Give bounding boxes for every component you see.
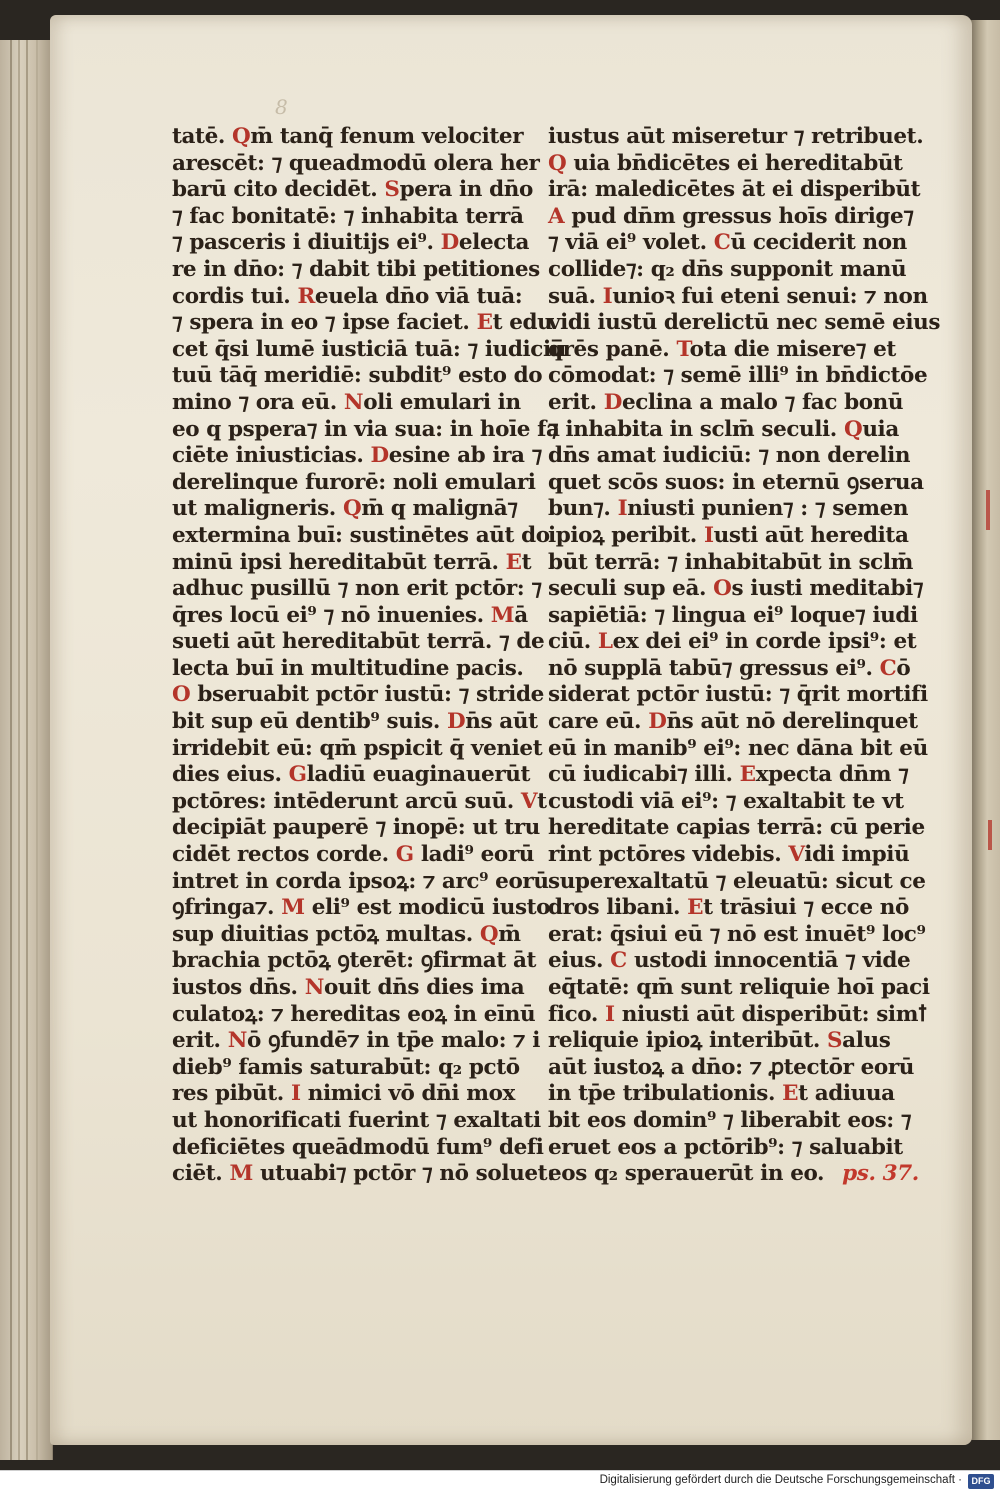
text-segment: irridebit eū: qm̄ pspicit q̄ veniet [172, 735, 543, 761]
text-segment: t trāsiui ⁊ ecce nō [703, 895, 909, 921]
text-line [172, 150, 540, 178]
rubricated-initial: T [676, 336, 690, 362]
text-segment: eruet eos a pctōrib⁹: ⁊ saluabit [548, 1134, 903, 1160]
text-segment: culatoꝝ: ⁊ hereditas eoꝝ in eīnū [172, 1001, 536, 1027]
rubricated-initial: Q [232, 124, 251, 149]
text-line [548, 576, 924, 603]
text-line [172, 629, 545, 656]
text-segment: eq̄tatē: qm̄ sunt reliquie hoī paci [548, 975, 930, 1000]
text-segment: niusti punien⁊ : ⁊ semen [627, 496, 909, 522]
text-segment: barū cito decidēt. [172, 177, 385, 203]
text-line [172, 1107, 541, 1135]
text-line [548, 868, 926, 896]
text-segment: ladiū euaginauerūt [306, 762, 531, 788]
text-segment: m̄ [498, 921, 521, 947]
text-segment: reliquie ipioꝝ interibūt. [548, 1028, 828, 1054]
rubricated-initial: N [227, 1028, 247, 1054]
text-segment: ex dei ei⁹ in corde ipsi⁹: et [612, 629, 917, 655]
text-segment: m̄ tanq̄ fenum velociter [250, 124, 524, 149]
text-line [548, 762, 909, 789]
rubricated-initial: S [827, 1028, 843, 1054]
text-segment: xpecta dn̄m ⁊ [755, 762, 909, 788]
rubricated-initial: G [288, 762, 307, 788]
text-segment: n̄s aūt [465, 709, 538, 735]
text-segment: res pibūt. [172, 1081, 291, 1107]
text-segment: irā: maledicētes āt ei disperibūt [548, 177, 921, 203]
text-line [172, 177, 533, 204]
text-line [172, 1028, 540, 1055]
text-segment: erat: q̄siui eū ⁊ nō est inuēt⁹ loc⁹ [548, 921, 926, 947]
text-segment: q̄res locū ei⁹ ⁊ nō inuenies. [172, 602, 491, 628]
text-line [548, 150, 903, 178]
text-segment: siderat pctōr iustū: ⁊ q̄rit mortifi [548, 682, 928, 708]
text-line [172, 336, 566, 364]
text-segment: dros libani. [548, 895, 688, 921]
text-segment: brachia pctōꝝ ꝯterēt: ꝯfirmat āt [172, 948, 537, 974]
text-line [172, 284, 524, 311]
text-segment: eli⁹ est modicū iusto [304, 895, 551, 921]
text-line [172, 709, 538, 736]
rubricated-initial: I [602, 283, 613, 309]
text-line [548, 469, 924, 497]
rubricated-initial: I [617, 496, 628, 522]
text-segment: ā [514, 602, 528, 628]
rubricated-initial: R [297, 283, 315, 309]
text-segment: bseruabit pctōr iustū: ⁊ stride [190, 682, 544, 708]
rubricated-initial: I [703, 522, 714, 548]
text-line [172, 868, 549, 896]
text-segment: dieb⁹ famis saturabūt: q₂ pctō [172, 1054, 520, 1080]
text-segment: iustos dn̄s. [172, 975, 305, 1000]
text-line [548, 1107, 912, 1135]
text-line [548, 1054, 915, 1082]
text-line [172, 1055, 524, 1082]
text-line [548, 1001, 927, 1029]
text-segment: ustodi innocentiā ⁊ vide [626, 948, 911, 974]
rubricated-initial: I [290, 1081, 301, 1107]
text-segment: t edu [492, 310, 553, 336]
text-segment: bit sup eū dentib⁹ suis. [172, 709, 448, 735]
text-segment: quet scōs suos: in eternū ꝯserua [548, 469, 924, 495]
text-line [548, 443, 911, 470]
text-line [548, 416, 899, 444]
text-segment: ipioꝝ peribit. [548, 522, 704, 548]
text-segment: mino ⁊ ora eū. [172, 389, 344, 415]
text-segment: ⁊ fac bonitatē: ⁊ inhabita terrā [172, 203, 524, 229]
text-segment: uia bn̄dicētes ei hereditabūt [566, 150, 903, 176]
text-line [172, 496, 524, 523]
text-segment: dn̄s amat iudiciū: ⁊ non derelin [548, 443, 911, 469]
folio-mark: 8 [275, 95, 288, 119]
text-line [172, 975, 524, 1002]
text-segment: niusti aūt disperibūt: simꝉ [614, 1001, 927, 1027]
text-segment: bit eos domin⁹ ⁊ liberabit eos: ⁊ [548, 1107, 912, 1133]
rubricated-initial: D [440, 230, 459, 256]
rubricated-initial: D [648, 709, 667, 735]
text-column-right [548, 124, 941, 1188]
text-line [548, 921, 926, 949]
rubricated-initial: O [172, 682, 191, 708]
text-line [548, 310, 941, 337]
text-segment: eo q pspera⁊ in via sua: in hoīe fa [172, 416, 560, 442]
text-line [172, 842, 535, 869]
text-segment: arescēt: ⁊ queadmodū olera her [172, 150, 540, 176]
text-line [172, 1161, 555, 1188]
text-line [172, 390, 524, 417]
text-segment: tuū tāq̄ meridiē: subdit⁹ esto do [172, 363, 543, 389]
text-segment: pera in dn̄o [399, 177, 533, 203]
text-segment: iustus aūt miseretur ⁊ retribuet. [548, 124, 924, 149]
text-line [172, 735, 543, 763]
text-segment: ota die misere⁊ et [689, 336, 896, 362]
text-line [172, 230, 529, 257]
rubricated-initial: O [713, 576, 732, 602]
text-line [548, 629, 917, 656]
rubricated-initial: M [281, 895, 305, 921]
text-segment: collide⁊: q₂ dn̄s supponit manū [548, 256, 907, 282]
text-segment: minū ipsi hereditabūt terrā. [172, 549, 506, 575]
stack-rubric-mark [988, 820, 992, 850]
text-segment: ciēte iniusticias. [172, 443, 371, 469]
text-segment: ⁊ viā ei⁹ volet. [548, 230, 714, 256]
text-segment: m̄ q malignā⁊ [361, 496, 518, 522]
text-line [548, 735, 928, 763]
text-line [548, 709, 918, 736]
psalm-reference: ps. 37. [842, 1161, 919, 1187]
text-line [548, 655, 911, 683]
text-line [172, 310, 553, 337]
text-line [548, 389, 904, 417]
text-line [172, 469, 536, 497]
text-line [172, 124, 524, 151]
text-segment: intret in corda ipsoꝝ: ⁊ arc⁹ eorū [172, 868, 549, 894]
rubricated-initial: N [343, 389, 364, 415]
dfg-logo: DFG [968, 1474, 994, 1489]
text-line [172, 576, 542, 603]
rubricated-initial: E [782, 1081, 799, 1107]
text-segment: ō [896, 655, 911, 681]
text-line [548, 895, 909, 922]
rubricated-initial: G [395, 842, 414, 868]
rubricated-initial: I [605, 1001, 615, 1027]
text-segment: eos q₂ sperauerūt in eo. [548, 1161, 825, 1187]
text-segment: lecta buī in multitudine pacis. [172, 655, 524, 681]
text-segment: s iusti meditabi⁊ [731, 576, 924, 602]
text-segment: erit. [548, 389, 604, 415]
text-segment: ciū. [548, 629, 598, 655]
text-segment: nō supplā tabū⁊ gressus ei⁹. [548, 655, 880, 681]
rubricated-initial: Q [843, 416, 863, 442]
text-line [548, 815, 925, 842]
text-line [548, 203, 914, 231]
digitization-footer [0, 1470, 1000, 1493]
text-segment: electa [458, 230, 529, 256]
text-line [548, 788, 904, 816]
page-stack-right [968, 20, 1000, 1440]
rubricated-initial: D [370, 443, 389, 469]
text-segment: re in dn̄o: ⁊ dabit tibi petitiones [172, 256, 540, 282]
text-segment: sup diuitias pctōꝝ multas. [172, 921, 480, 947]
rubricated-initial: C [713, 230, 731, 256]
text-segment: ciēt. [172, 1161, 230, 1187]
text-segment: ꝯfringa⁊. [172, 895, 282, 921]
text-column-left [172, 124, 566, 1188]
text-segment: suā. [548, 283, 603, 309]
text-segment: esine ab ira ⁊ [388, 443, 542, 469]
rubricated-initial: D [603, 389, 622, 415]
text-segment: ⁊ inhabita in sclm̄ seculi. [548, 416, 844, 442]
rubricated-initial: E [505, 549, 522, 575]
text-segment: t [521, 549, 532, 575]
text-line [548, 283, 928, 311]
text-segment: dies eius. [172, 762, 289, 788]
text-segment: decipiāt pauperē ⁊ inopē: ut tru [172, 815, 540, 841]
text-segment: sapiētiā: ⁊ lingua ei⁹ loque⁊ iudi [548, 602, 918, 628]
text-segment: usti aūt heredita [713, 522, 909, 548]
text-segment: eius. [548, 948, 611, 974]
text-segment: aūt iustoꝝ a dn̄o: ⁊ ꝓtectōr eorū [548, 1054, 915, 1080]
text-line [548, 602, 918, 630]
text-segment: uia [862, 416, 899, 442]
text-segment: n̄s aūt nō derelinquet [666, 709, 918, 735]
text-segment: idi impiū [804, 842, 910, 868]
text-segment: euela dn̄o viā tuā: [314, 283, 523, 309]
text-segment: deficiētes queādmodū fum⁹ defi [172, 1134, 544, 1160]
funding-credit: Digitalisierung gefördert durch die Deutsche Forschungsgemeinschaft · [599, 1474, 962, 1486]
text-segment: ⁊ spera in eo ⁊ ipse faciet. [172, 310, 477, 336]
text-segment: eclina a malo ⁊ fac bonū [621, 389, 904, 415]
rubricated-initial: S [384, 177, 400, 203]
text-line [548, 230, 907, 257]
text-line [172, 443, 542, 470]
text-segment: cet q̄si lumē iusticiā tuā: ⁊ iudiciū [172, 336, 566, 362]
rubricated-initial: D [447, 709, 466, 735]
rubricated-initial: V [520, 788, 538, 814]
text-segment: custodi viā ei⁹: ⁊ exaltabit te vt [548, 788, 904, 814]
text-line [172, 815, 540, 842]
rubricated-initial: Q [548, 150, 567, 176]
text-segment: pctōres: intēderunt arcū suū. [172, 788, 521, 814]
rubricated-initial: E [476, 310, 493, 336]
text-segment: ut maligneris. [172, 496, 343, 522]
rubricated-initial: C [610, 948, 627, 974]
text-segment: superexaltatū ⁊ eleuatū: sicut ce [548, 868, 926, 894]
text-line [172, 549, 532, 577]
text-line [172, 788, 547, 816]
rubricated-initial: L [597, 629, 613, 655]
text-line [172, 1001, 536, 1029]
rubricated-initial: Q [479, 921, 499, 947]
text-segment: ut honorificati fuerint ⁊ exaltati [172, 1107, 541, 1133]
rubricated-initial: N [304, 975, 324, 1000]
text-line [172, 256, 540, 284]
text-segment: ouit dn̄s dies ima [323, 975, 525, 1000]
rubricated-initial: E [739, 762, 756, 788]
text-line [172, 416, 560, 444]
text-line [548, 682, 928, 709]
text-segment: utuabi⁊ pctōr ⁊ nō soluet: [252, 1161, 555, 1187]
text-segment: q̄rēs panē. [548, 336, 677, 362]
text-segment: oli emulari in [363, 389, 521, 415]
text-segment: eū in manib⁹ ei⁹: nec dāna bit eū [548, 735, 928, 761]
text-segment: nimici vō dn̄i mox [300, 1081, 515, 1107]
text-line [172, 682, 544, 709]
text-line [548, 177, 921, 204]
stack-rubric-mark [986, 490, 990, 530]
text-segment: ladi⁹ eorū [413, 842, 535, 868]
text-segment: derelinque furorē: noli emulari [172, 469, 536, 495]
text-segment: hereditate capias terrā: cū perie [548, 815, 925, 841]
text-line [172, 1134, 544, 1162]
text-line [548, 549, 913, 577]
text-segment: extermina buī: sustinētes aūt do [172, 522, 550, 548]
text-line [172, 1081, 524, 1108]
text-segment: pud dn̄m gressus hoīs dirige⁊ [564, 203, 914, 229]
text-segment: in tp̄e tribulationis. [548, 1081, 783, 1107]
book-edge-left [0, 40, 53, 1460]
text-segment: cōmodat: ⁊ semē illi⁹ in bn̄dictōe [548, 363, 928, 389]
text-line [548, 124, 924, 151]
text-line [548, 948, 911, 975]
text-line [172, 204, 524, 231]
text-line [548, 522, 909, 550]
rubricated-initial: E [687, 895, 704, 921]
text-segment: rint pctōres videbis. [548, 842, 789, 868]
text-segment: cū iudicabi⁊ illi. [548, 762, 740, 788]
text-line [548, 1134, 903, 1162]
rubricated-initial: Q [342, 496, 362, 522]
rubricated-initial: V [788, 842, 805, 868]
text-segment: care eū. [548, 709, 649, 735]
rubricated-initial: C [879, 655, 897, 681]
text-line [548, 256, 907, 284]
text-line [548, 975, 930, 1002]
text-line [548, 336, 896, 364]
text-segment: ō ꝯfundē⁊ in tp̄e malo: ⁊ i [246, 1028, 540, 1054]
text-line [548, 842, 910, 869]
text-segment: ⁊ pasceris i diuitijs ei⁹. [172, 230, 441, 256]
text-line [172, 895, 551, 922]
text-segment: t [537, 788, 547, 814]
text-line [172, 363, 543, 390]
text-line [172, 948, 537, 975]
text-segment: cidēt rectos corde. [172, 842, 396, 868]
text-segment: erit. [172, 1028, 228, 1054]
text-segment: t adiuua [798, 1081, 895, 1107]
text-line [172, 522, 550, 550]
text-line [548, 1161, 919, 1188]
rubricated-initial: A [548, 203, 565, 229]
text-line [548, 1081, 895, 1108]
rubricated-initial: M [229, 1161, 253, 1187]
text-line [172, 602, 528, 630]
text-line [172, 656, 524, 683]
text-segment: ū ceciderit non [730, 230, 907, 256]
text-line [548, 363, 928, 390]
text-segment: sueti aūt hereditabūt terrā. ⁊ de [172, 629, 545, 655]
text-segment: unioꝛ fui eteni senui: ⁊ non [612, 283, 928, 309]
text-segment: fico. [548, 1001, 606, 1027]
text-segment: alus [842, 1028, 891, 1054]
text-segment: cordis tui. [172, 283, 298, 309]
text-segment: tatē. [172, 124, 233, 149]
text-line [172, 922, 524, 949]
rubricated-initial: M [490, 602, 515, 628]
text-line [548, 496, 909, 523]
text-segment: bun⁊. [548, 496, 618, 522]
text-segment: seculi sup eā. [548, 576, 714, 602]
text-segment: adhuc pusillū ⁊ non erit pctōr: ⁊ [172, 576, 542, 602]
text-line [172, 762, 531, 789]
text-segment: vidi iustū derelictū nec semē eius [548, 310, 941, 336]
text-line [548, 1028, 892, 1055]
text-segment: būt terrā: ⁊ inhabitabūt in sclm̄ [548, 549, 913, 575]
